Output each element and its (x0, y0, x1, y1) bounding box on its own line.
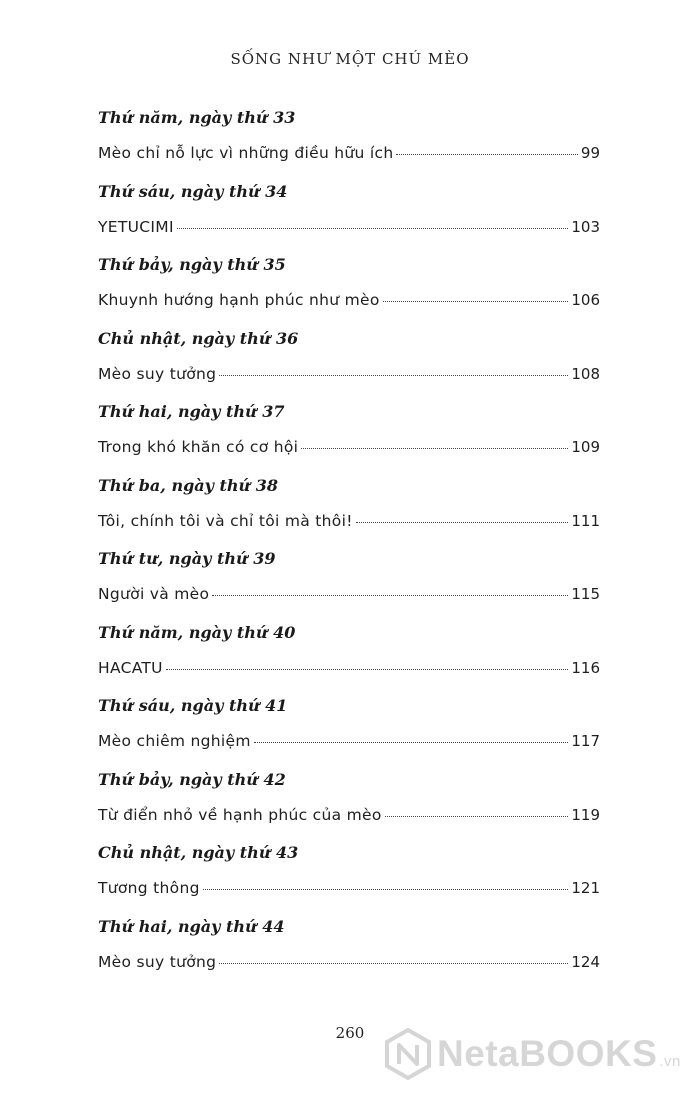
toc-title: Mèo chiêm nghiệm (98, 732, 251, 750)
toc-entry (98, 623, 600, 697)
toc-title: Tôi, chính tôi và chỉ tôi mà thôi! (98, 511, 353, 530)
toc-line (98, 291, 600, 309)
toc-title: Khuynh hướng hạnh phúc như mèo (98, 291, 380, 309)
toc-page-number: 117 (571, 732, 600, 750)
dot-leader (166, 669, 569, 670)
toc-day-heading: Thứ ba, ngày thứ 38 (98, 475, 278, 495)
running-head: SỐNG NHƯ MỘT CHÚ MÈO (230, 50, 470, 68)
toc-day-heading: Thứ bảy, ngày thứ 42 (98, 769, 286, 789)
toc-page-number: 119 (571, 805, 600, 824)
toc-page-number: 111 (571, 511, 600, 530)
toc-page-number: 108 (571, 364, 600, 383)
dot-leader (219, 375, 568, 376)
toc-page-number: 99 (580, 144, 600, 162)
toc-title: Mèo suy tưởng (98, 364, 217, 383)
toc-line (98, 512, 600, 530)
dot-leader (383, 301, 569, 302)
toc-day-heading: Thứ sáu, ngày thứ 41 (98, 696, 288, 715)
dot-leader (219, 963, 568, 964)
toc-entry (98, 770, 600, 844)
toc-line (98, 732, 600, 750)
toc-title: Từ điển nhỏ về hạnh phúc của mèo (98, 805, 382, 824)
dot-leader (396, 154, 577, 155)
dot-leader (177, 228, 569, 229)
dot-leader (301, 448, 568, 449)
toc-line (98, 144, 600, 162)
toc-entry (98, 476, 600, 550)
toc-title: Trong khó khăn có cơ hội (98, 438, 299, 456)
dot-leader (254, 742, 569, 743)
dot-leader (203, 889, 569, 890)
toc-day-heading: Chủ nhật, ngày thứ 36 (98, 328, 299, 348)
toc-entry (98, 329, 600, 403)
toc-entry (98, 108, 600, 182)
toc-line (98, 365, 600, 383)
toc-entry (98, 843, 600, 917)
toc-day-heading: Chủ nhật, ngày thứ 43 (98, 843, 299, 862)
toc-page-number: 115 (571, 585, 600, 603)
toc-day-heading: Thứ hai, ngày thứ 44 (98, 916, 285, 936)
toc-entry (98, 255, 600, 329)
toc-title: Mèo suy tưởng (98, 952, 217, 971)
toc-title: Tương thông (98, 879, 200, 897)
toc-page-number: 116 (571, 658, 600, 677)
toc-line (98, 585, 600, 603)
toc-line (98, 953, 600, 971)
toc-entry (98, 696, 600, 770)
netabooks-logo-icon (385, 1028, 431, 1080)
toc-line (98, 806, 600, 824)
toc-page-number: 103 (571, 217, 600, 236)
page-number: 260 (335, 1024, 365, 1042)
toc-title: Mèo chỉ nỗ lực vì những điều hữu ích (98, 144, 394, 162)
toc-title: HACATU (98, 658, 163, 677)
toc-entry (98, 917, 600, 991)
dot-leader (356, 522, 569, 523)
toc-page-number: 106 (571, 291, 600, 309)
toc-entry (98, 182, 600, 256)
watermark (385, 1028, 681, 1080)
toc-entry (98, 549, 600, 623)
toc-page-number: 124 (571, 952, 600, 971)
toc-page-number: 109 (571, 438, 600, 456)
toc-day-heading: Thứ năm, ngày thứ 40 (98, 622, 296, 642)
toc-day-heading: Thứ năm, ngày thứ 33 (98, 108, 296, 127)
toc-day-heading: Thứ bảy, ngày thứ 35 (98, 255, 286, 274)
toc-day-heading: Thứ tư, ngày thứ 39 (98, 549, 276, 568)
table-of-contents (98, 108, 600, 990)
toc-line (98, 218, 600, 236)
toc-title: YETUCIMI (98, 217, 174, 236)
toc-line (98, 659, 600, 677)
watermark-text: NetaBOOKS .vn (437, 1033, 681, 1074)
toc-day-heading: Thứ hai, ngày thứ 37 (98, 402, 285, 421)
toc-line (98, 438, 600, 456)
toc-page-number: 121 (571, 879, 600, 897)
toc-title: Người và mèo (98, 585, 210, 603)
dot-leader (212, 595, 568, 596)
toc-entry (98, 402, 600, 476)
toc-line (98, 879, 600, 897)
toc-day-heading: Thứ sáu, ngày thứ 34 (98, 181, 288, 201)
dot-leader (385, 816, 569, 817)
